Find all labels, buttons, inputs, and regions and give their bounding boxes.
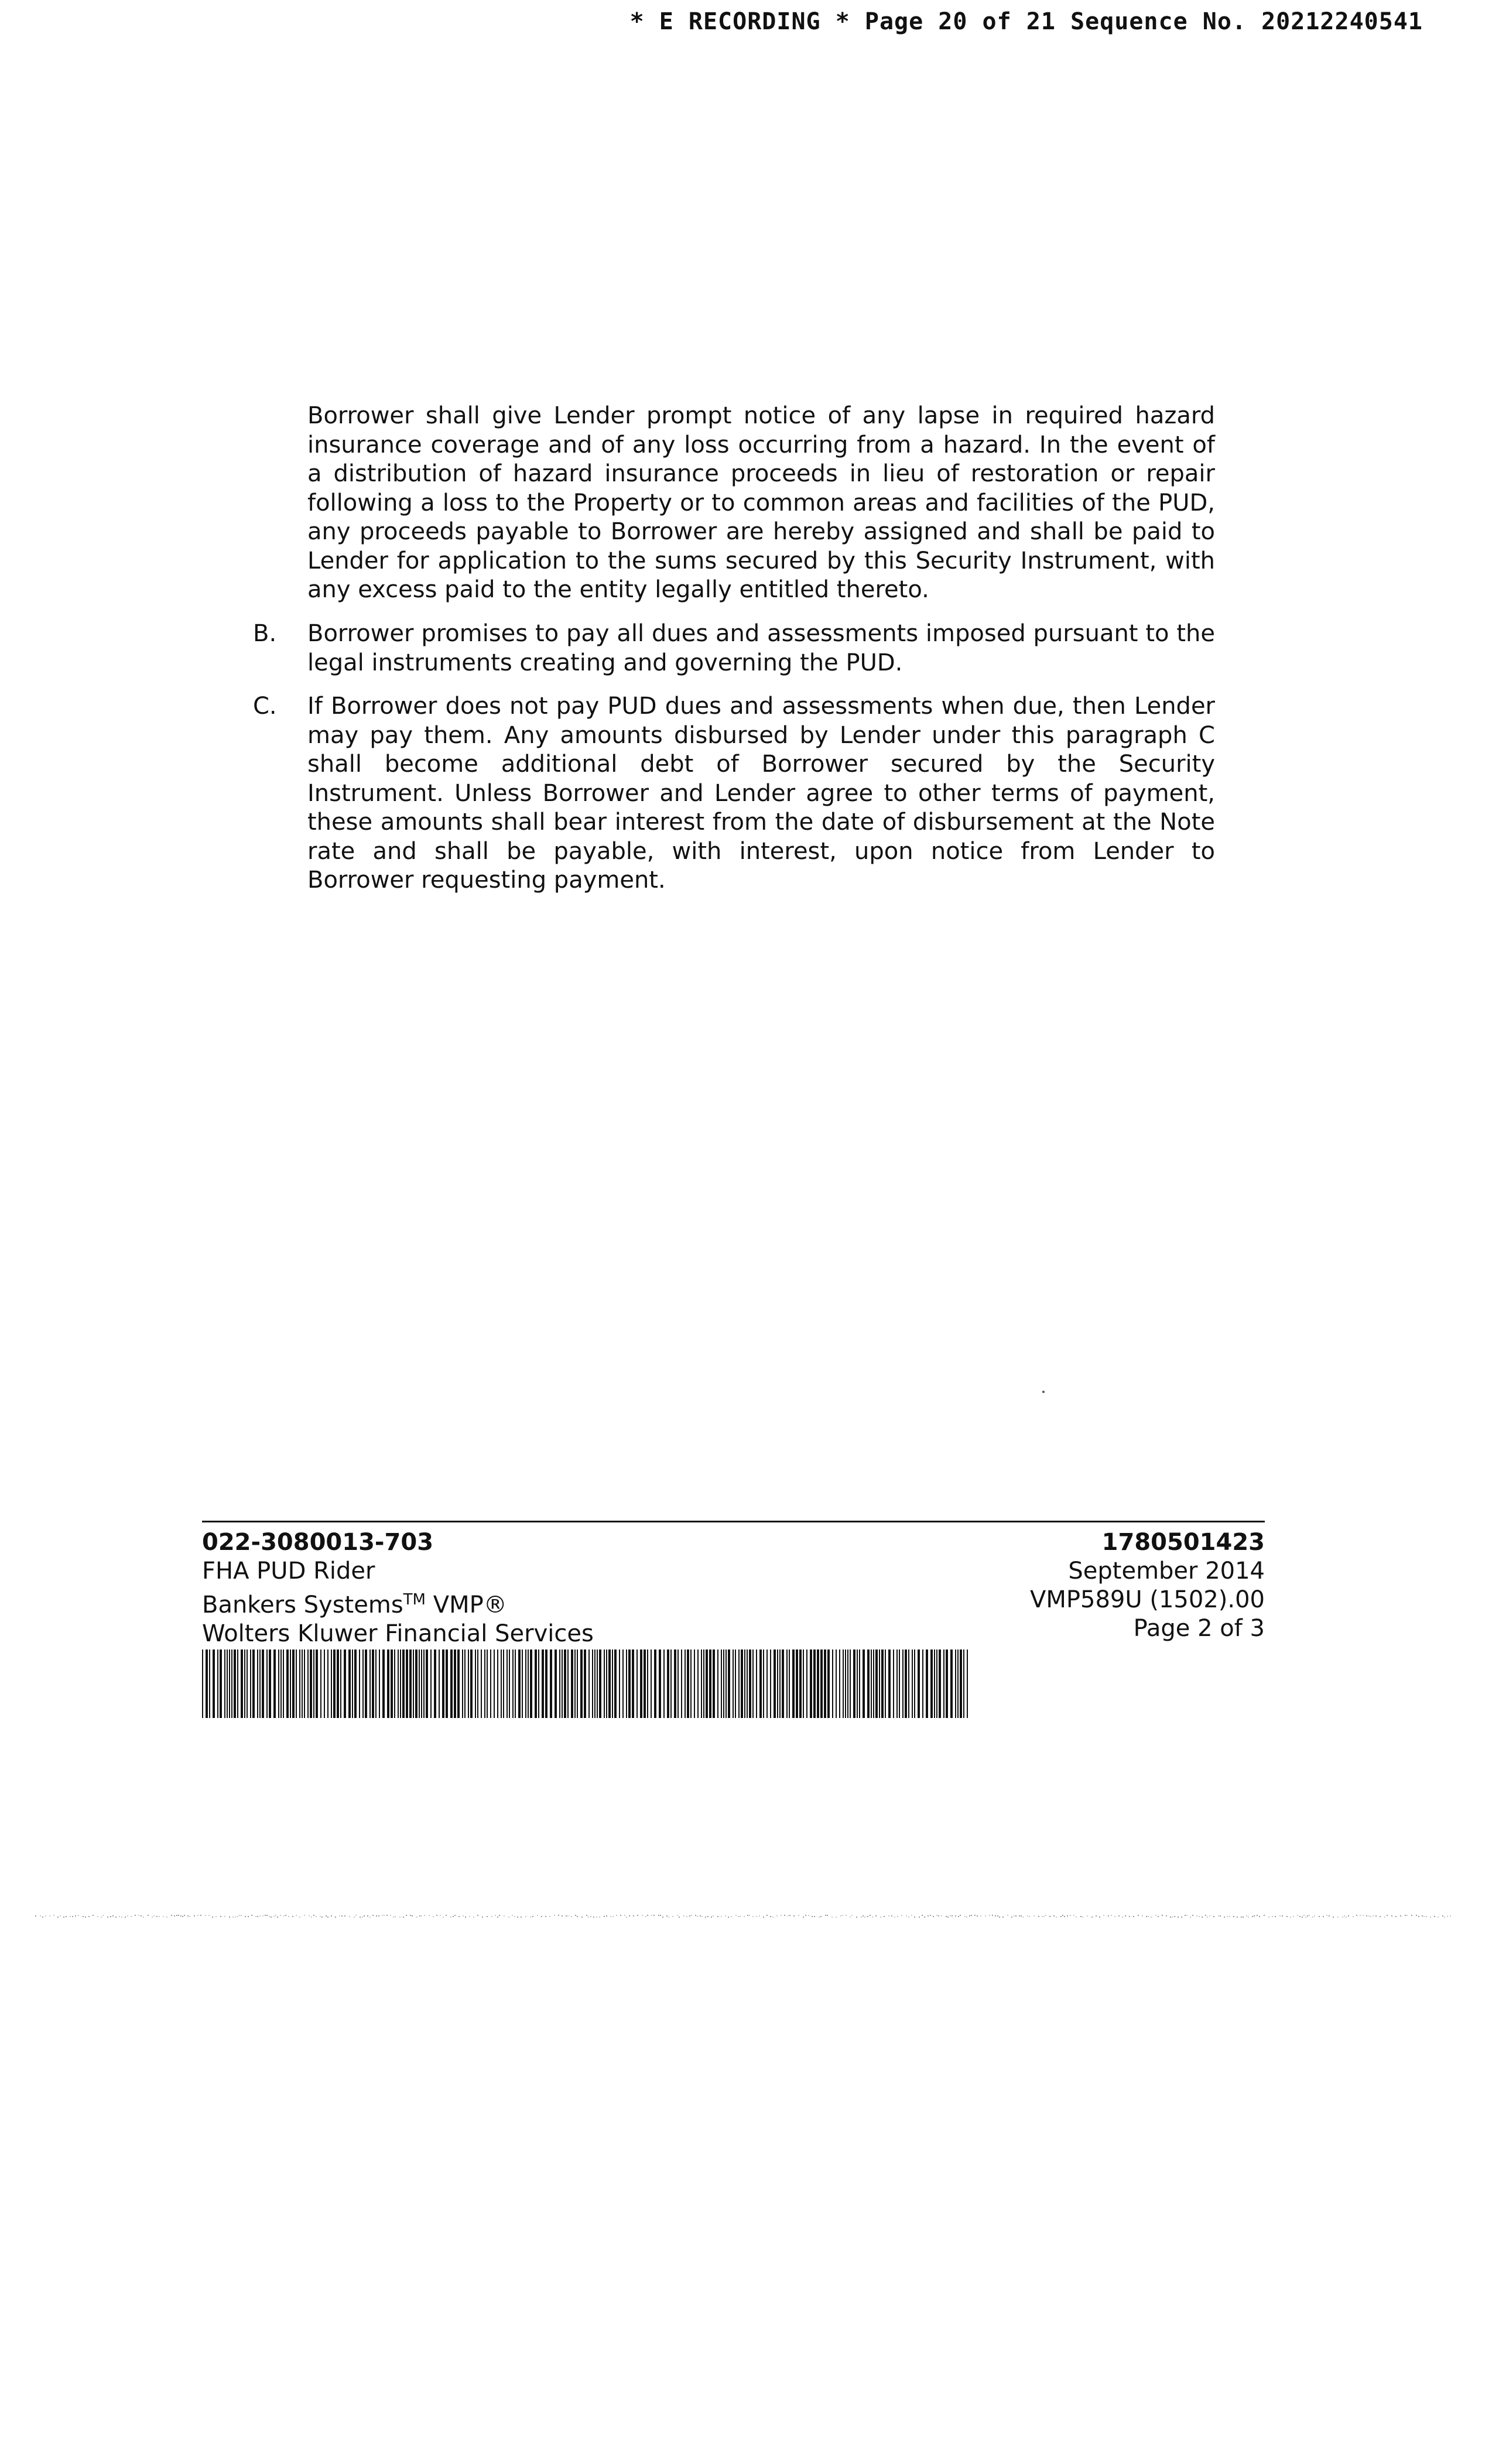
vendor-name: Bankers Systems [202, 1592, 403, 1618]
page-label: Page 2 of 3 [1133, 1615, 1265, 1642]
item-letter: B. [253, 620, 277, 647]
footer-divider [202, 1521, 1265, 1522]
form-code: VMP589U (1502).00 [1030, 1586, 1265, 1613]
barcode-icon [202, 1649, 970, 1718]
vendor-product: VMP® [433, 1592, 507, 1618]
loan-number: 1780501423 [1101, 1529, 1265, 1556]
vendor-line [202, 1586, 594, 1620]
footer-left-block [202, 1528, 594, 1648]
scan-speck [1042, 1391, 1045, 1393]
scan-artifact-line [35, 1915, 1452, 1918]
trademark-mark: TM [403, 1591, 426, 1609]
intro-paragraph: Borrower shall give Lender prompt notice of any lapse in required hazard insurance coverage and of any loss occurring from a hazard. In the event of a distribution of hazard insurance proceeds in lieu of restoration or repair following a loss to the Property or to common areas and facilities of the PUD, any proceeds payable to Borrower are hereby assigned and shall be paid to Lender for application to the sums secured by this Security Instrument, with any excess paid to the entity legally entitled thereto. [307, 402, 1215, 603]
item-text: Borrower promises to pay all dues and assessments imposed pursuant to the legal instruments creating and governing the PUD. [307, 620, 1215, 676]
form-date: September 2014 [1068, 1558, 1265, 1585]
footer-right-block [1030, 1528, 1265, 1643]
item-letter: C. [253, 693, 277, 720]
company-name: Wolters Kluwer Financial Services [202, 1620, 594, 1647]
document-number: 022-3080013-703 [202, 1529, 434, 1556]
item-text: If Borrower does not pay PUD dues and assessments when due, then Lender may pay them. Any amounts disbursed by Lender under this paragraph C shall become additional debt of Borrower secured by the Security Instrument. Unless Borrower and Lender agree to other terms of payment, these amounts shall bear interest from the date of disbursement at the Note rate and shall be payable, with interest, upon notice from Lender to Borrower requesting payment. [307, 693, 1215, 894]
recording-header: * E RECORDING * Page 20 of 21 Sequence No. 20212240541 [629, 8, 1423, 35]
form-name: FHA PUD Rider [202, 1558, 375, 1585]
